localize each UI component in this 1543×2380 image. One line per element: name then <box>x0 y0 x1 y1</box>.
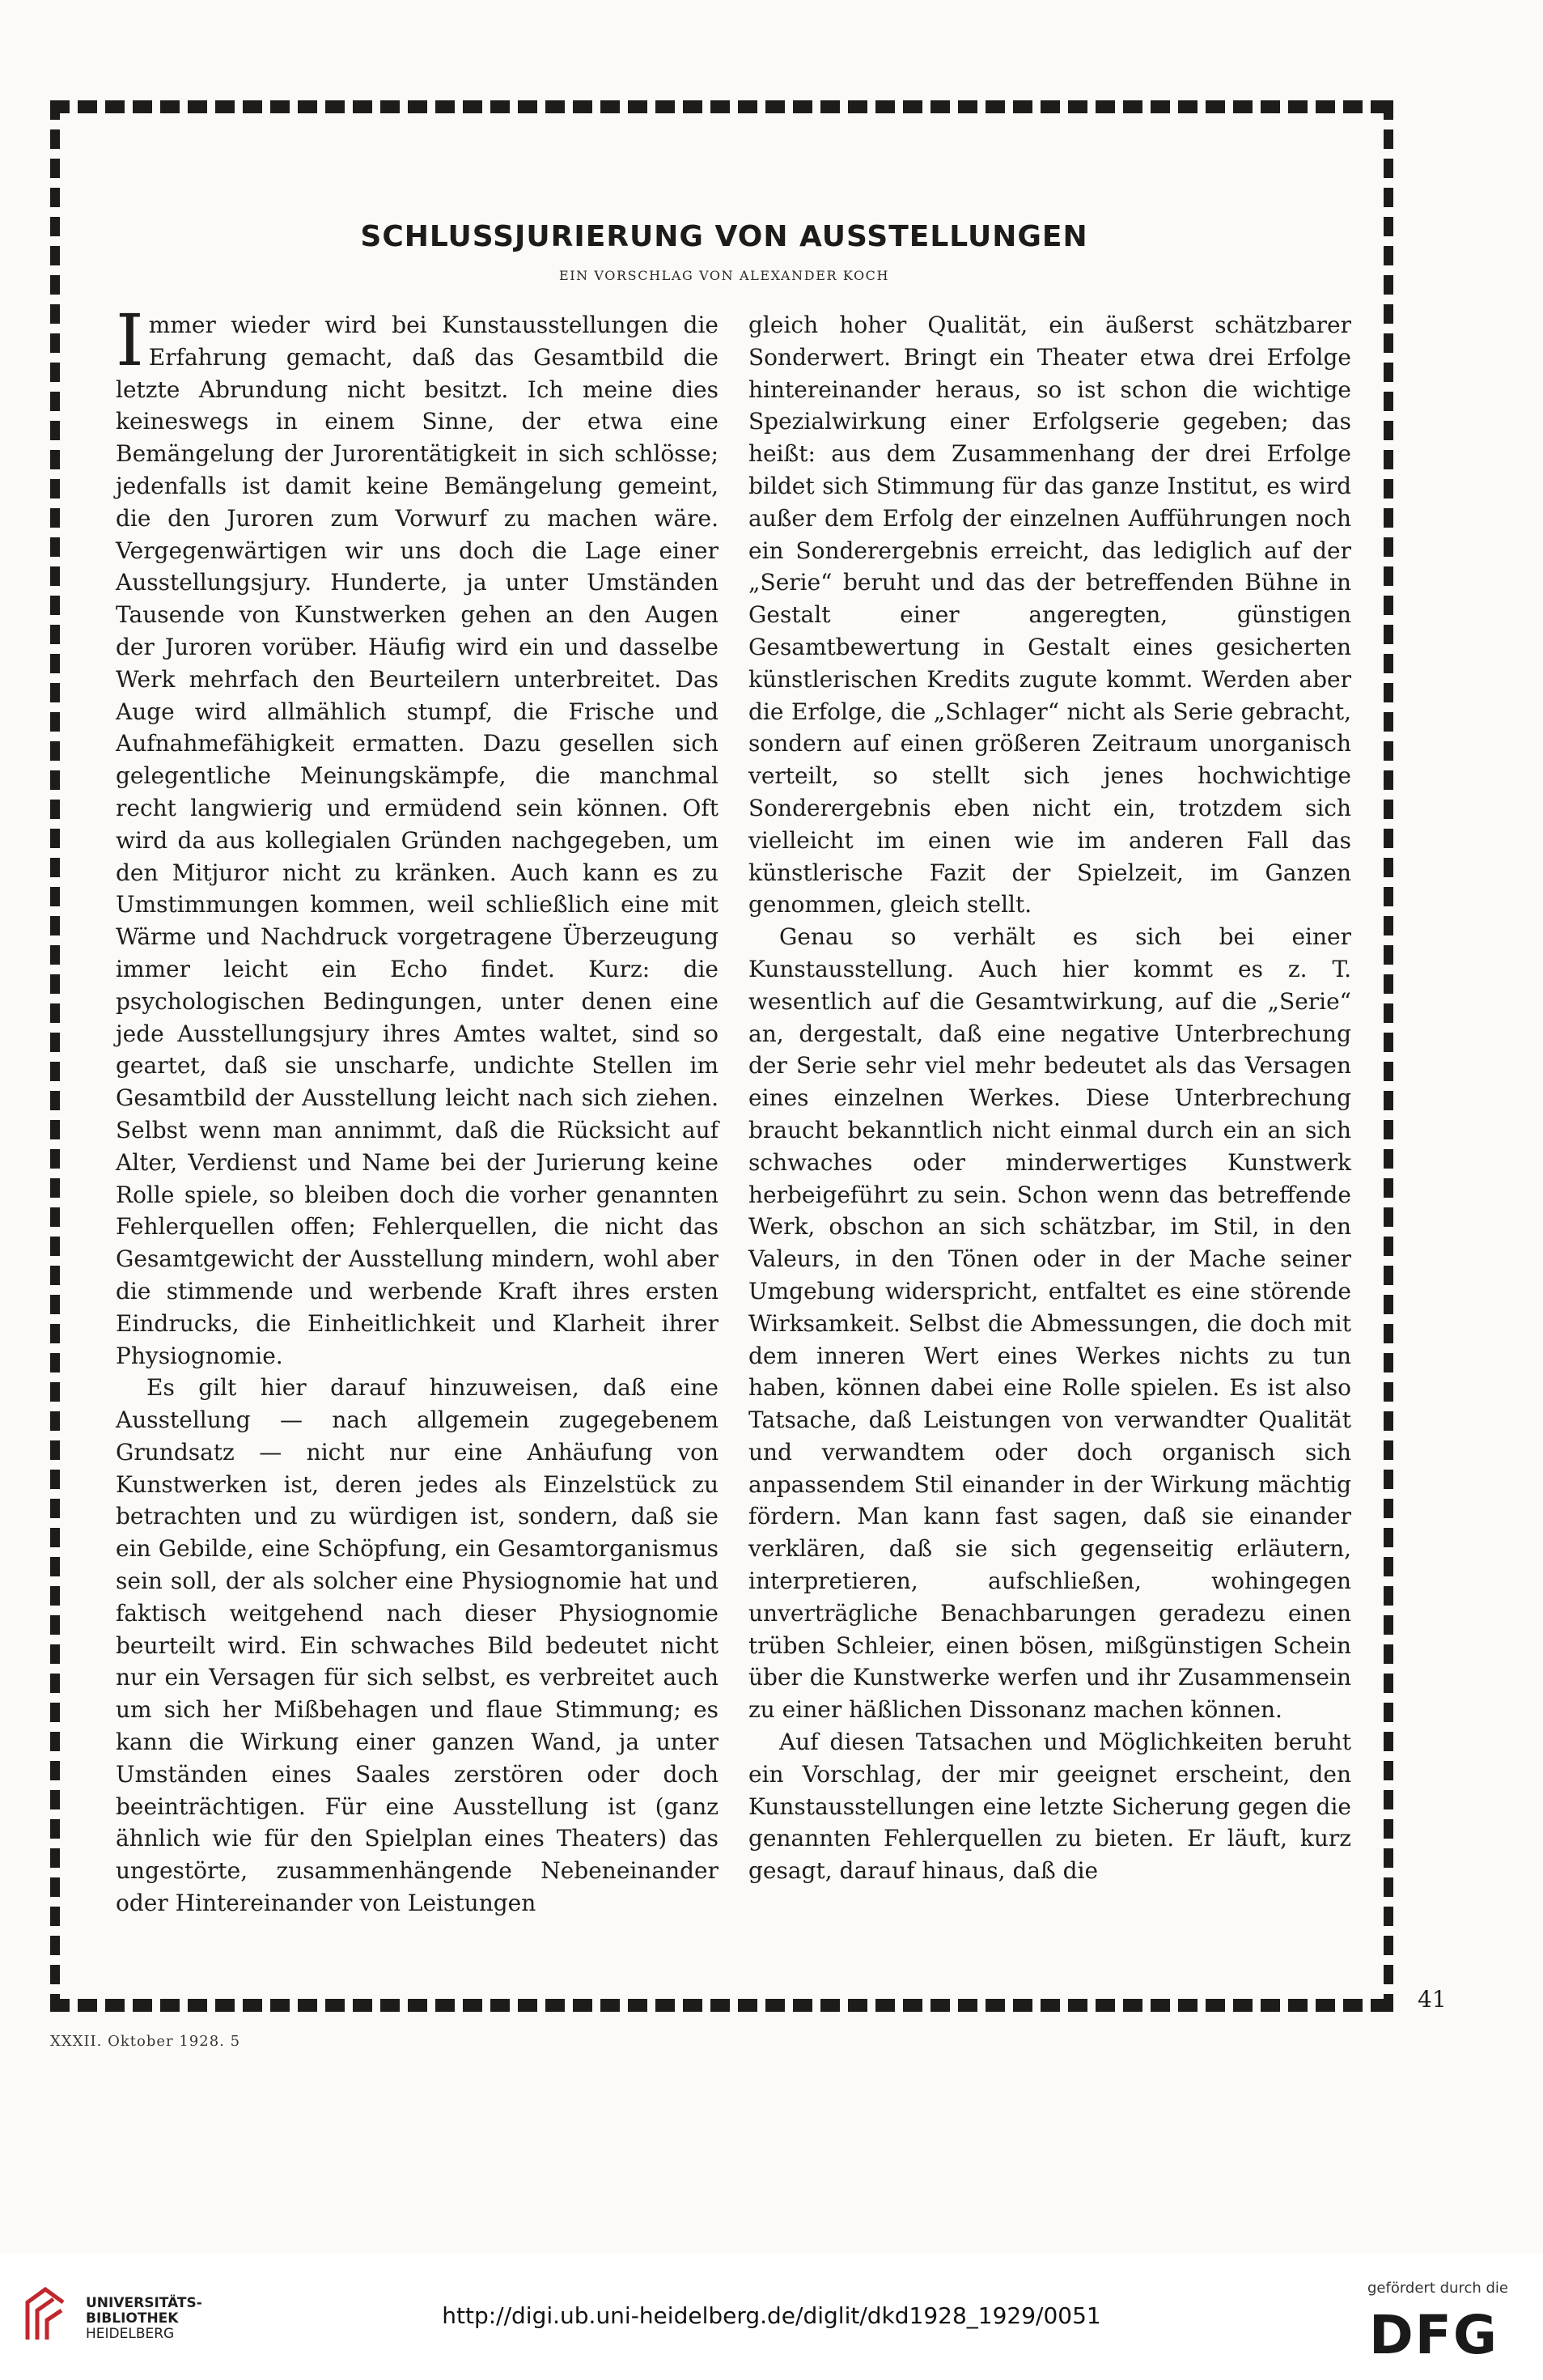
funding-note: gefördert durch die <box>1367 2280 1508 2297</box>
left-column <box>116 299 719 1920</box>
article-title: SCHLUSSJURIERUNG VON AUSSTELLUNGEN <box>360 220 1088 253</box>
library-name-line: UNIVERSITÄTS- <box>86 2295 202 2311</box>
paragraph-text: mmer wieder wird bei Kunstausstellungen die Erfahrung gemacht, daß das Gesamtbild die letzte Abrundung nicht besitzt. Ich meine dies keineswegs in einem Sinne, der etwa eine Bemängelung der Jurorentätigkeit in sich schlösse; jedenfalls ist damit keine Bemängelung gemeint, die den Juroren zum Vorwurf zu machen wäre. Vergegenwärtigen wir uns doch die Lage einer Ausstellungsjury. Hunderte, ja unter Umständen Tausende von Kunstwerken gehen an den Augen der Juroren vorüber. Häufig wird ein und dasselbe Werk mehrfach den Beurteilern unterbreitet. Das Auge wird allmählich stumpf, die Frische und Aufnahmefähigkeit ermatten. Dazu gesellen sich gelegentliche Meinungskämpfe, die manchmal recht langwierig und ermüdend sein können. Oft wird da aus kollegialen Gründen nachgegeben, um den Mitjuror nicht zu kränken. Auch kann es zu Umstimmungen kommen, weil schließlich eine mit Wärme und Nachdruck vorgetragene Überzeugung immer leicht ein Echo findet. Kurz: die psychologischen Bedingungen, unter denen eine jede Ausstellungsjury ihres Amtes waltet, sind so geartet, daß sie unscharfe, undichte Stellen im Gesamtbild der Ausstellung leicht nach sich ziehen. Selbst wenn man annimmt, daß die Rücksicht auf Alter, Verdienst und Name bei der Jurierung keine Rolle spiele, so bleiben doch die vorher genannten Fehlerquellen offen; Fehlerquellen, die nicht das Gesamtgewicht der Ausstellung mindern, wohl aber die stimmende und werbende Kraft ihres ersten Eindrucks, die Einheitlichkeit und Klarheit ihrer Physiognomie. <box>116 312 719 1369</box>
library-name-line: HEIDELBERG <box>86 2326 175 2342</box>
document-url-link[interactable]: http://digi.ub.uni-heidelberg.de/diglit/dkd1928_1929/0051 <box>442 2302 1101 2329</box>
article-subtitle: EIN VORSCHLAG VON ALEXANDER KOCH <box>558 268 890 283</box>
paragraph-right-2: Genau so verhält es sich bei einer Kunstausstellung. Auch hier kommt es z. T. wesentlich auf die Gesamtwirkung, auf die „Serie“ an, dergestalt, daß eine negative Unterbrechung der Serie sehr viel mehr bedeutet als das Versagen eines einzelnen Werkes. Diese Unterbrechung braucht bekanntlich nicht einmal durch ein an sich schwaches oder minderwertiges Kunstwerk herbeigeführt zu sein. Schon wenn das betreffende Werk, obschon an sich schätzbar, im Stil, in den Valeurs, in den Tönen oder in der Mache seiner Umgebung widerspricht, entfaltet es eine störende Wirksamkeit. Selbst die Abmessungen, die doch mit dem inneren Wert eines Werkes nichts zu tun haben, können dabei eine Rolle spielen. Es ist also Tatsache, daß Leistungen von verwandter Qualität und verwandtem oder doch organisch sich anpassendem Stil einander in der Wirkung mächtig fördern. Man kann fast sagen, daß sie einander verklären, daß sie sich gegenseitig erläutern, interpretieren, aufschließen, wohingegen unverträgliche Benachbarungen geradezu einen trüben Schleier, einen bösen, mißgünstigen Schein über die Kunstwerke werfen und ihr Zusammensein zu einer häßlichen Dissonanz machen können. <box>748 923 1351 1724</box>
paragraph-right-1: gleich hoher Qualität, ein äußerst schätzbarer Sonderwert. Bringt ein Theater etwa drei Erfolge hintereinander heraus, so ist schon die wichtige Spezialwirkung einer Erfolgserie gegeben; das heißt: aus dem Zusammenhang der drei Erfolge bildet sich Stimmung für das ganze Institut, es wird außer dem Erfolg der einzelnen Aufführungen noch ein Sonderergebnis erreicht, das lediglich auf der „Serie“ beruht und das der betreffenden Bühne in Gestalt einer angeregten, günstigen Gesamtbewertung in Gestalt eines gesicherten künstlerischen Kredits zugute kommt. Werden aber die Erfolge, die „Schlager“ nicht als Serie gebracht, sondern auf einen größeren Zeitraum unorganisch verteilt, so stellt sich jenes hochwichtige Sonderergebnis eben nicht ein, trotzdem sich vielleicht im einen wie im anderen Fall das künstlerische Fazit der Spielzeit, im Ganzen genommen, gleich stellt. <box>748 312 1351 918</box>
printer-signature: XXXII. Oktober 1928. 5 <box>50 2033 241 2050</box>
paragraph-left-2: Es gilt hier darauf hinzuweisen, daß eine Ausstellung — nach allgemein zugegebenem Grundsatz — nicht nur eine Anhäufung von Kunstwerken ist, deren jedes als Einzelstück zu betrachten und zu würdigen ist, sondern, daß sie ein Gebilde, eine Schöpfung, ein Gesamtorganismus sein soll, der als solcher eine Physiognomie hat und faktisch weitgehend nach dieser Physiognomie beurteilt wird. Ein schwaches Bild bedeutet nicht nur ein Versagen für sich selbst, es verbreitet auch um sich her Mißbehagen und flaue Stimmung; es kann die Wirkung einer ganzen Wand, ja unter Umständen eines Saales zerstören oder doch beeinträchtigen. Für eine Ausstellung ist (ganz ähnlich wie für den Spielplan eines Theaters) das ungestörte, zusammenhängende Nebeneinander oder Hintereinander von Leistungen <box>116 1374 719 1917</box>
paragraph-left-1 <box>116 299 719 1372</box>
library-name-line: BIBLIOTHEK <box>86 2310 179 2327</box>
paragraph-right-3: Auf diesen Tatsachen und Möglichkeiten beruht ein Vorschlag, der mir geeignet erscheint, den Kunstausstellungen eine letzte Sicherung gegen die genannten Fehlerquellen zu bieten. Er läuft, kurz gesagt, darauf hinaus, daß die <box>748 1729 1351 1885</box>
decorative-border-left <box>50 100 60 2012</box>
right-column <box>748 309 1351 1887</box>
dfg-logo[interactable]: DFG <box>1369 2304 1499 2366</box>
decorative-border-top <box>50 100 1393 113</box>
drop-cap: I <box>116 299 144 382</box>
page-number: 41 <box>1418 1986 1447 2013</box>
decorative-border-bottom <box>50 1999 1393 2012</box>
footer-bar <box>0 2254 1543 2380</box>
decorative-border-right <box>1384 100 1393 2012</box>
